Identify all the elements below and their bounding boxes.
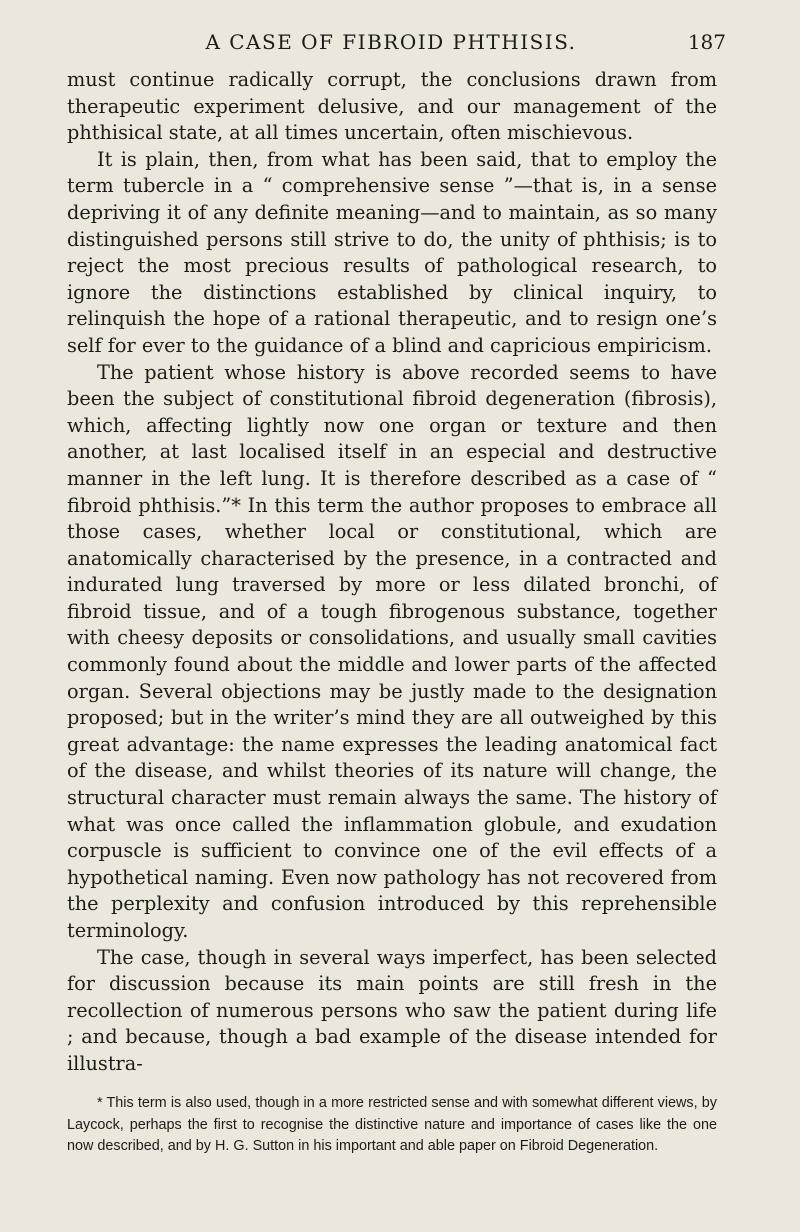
paragraph-case-selection: The case, though in several ways imperfect, has been selected for discussion because its main points are still fresh in the recollection of numerous persons who saw the patient during life ; and because, though a bad example of the disease intended for illustra-: [67, 945, 717, 1075]
paragraph-continuation: must continue radically corrupt, the conclusions drawn from therapeutic experiment delusive, and our management of the phthisical state, at all times uncertain, often mischievous.: [67, 68, 717, 145]
footnote-text: * This term is also used, though in a more restricted sense and with somewhat different views, by Laycock, perhaps the first to recognise the distinctive nature and importance of cases like the one now described, and by H. G. Sutton in his important and able paper on Fibroid Degeneration.: [67, 1095, 717, 1154]
page-number: 187: [687, 30, 726, 54]
paragraph-tubercle-term: It is plain, then, from what has been said, that to employ the term tubercle in a “ comprehensive sense ”—that is, in a sense depriving it of any definite meaning—and to maintain, as so many distinguished persons still strive to do, the unity of phthisis; is to reject the most precious results of pathological research, to ignore the distinctions established by clinical inquiry, to relinquish the hope of a rational therapeutic, and to resign one’s self for ever to the guidance of a blind and capricious empiricism.: [67, 147, 717, 357]
body-text: [67, 67, 717, 1078]
footnote: [67, 1093, 717, 1158]
page-header: [66, 30, 726, 58]
paragraph-patient-history: The patient whose history is above recorded seems to have been the subject of constitutional fibroid degeneration (fibrosis), which, affecting lightly now one organ or texture and then another, at last localised itself in an especial and destructive manner in the left lung. It is therefore described as a case of “ fibroid phthisis.”* In this term the author proposes to embrace all those cases, whether local or constitutional, which are anatomically characterised by the presence, in a contracted and indurated lung traversed by more or less dilated bronchi, of fibroid tissue, and of a tough fibrogenous substance, together with cheesy deposits or consolidations, and usually small cavities commonly found about the middle and lower parts of the affected organ. Several objections may be justly made to the designation proposed; but in the writer’s mind they are all outweighed by this great advantage: the name expresses the leading anatomical fact of the disease, and whilst theories of its nature will change, the structural character must remain always the same. The history of what was once called the inflammation globule, and exudation corpuscle is sufficient to convince one of the evil effects of a hypothetical naming. Even now pathology has not recovered from the perplexity and confusion introduced by this reprehensible terminology.: [67, 360, 717, 942]
running-title: A CASE OF FIBROID PHTHISIS.: [205, 30, 577, 54]
